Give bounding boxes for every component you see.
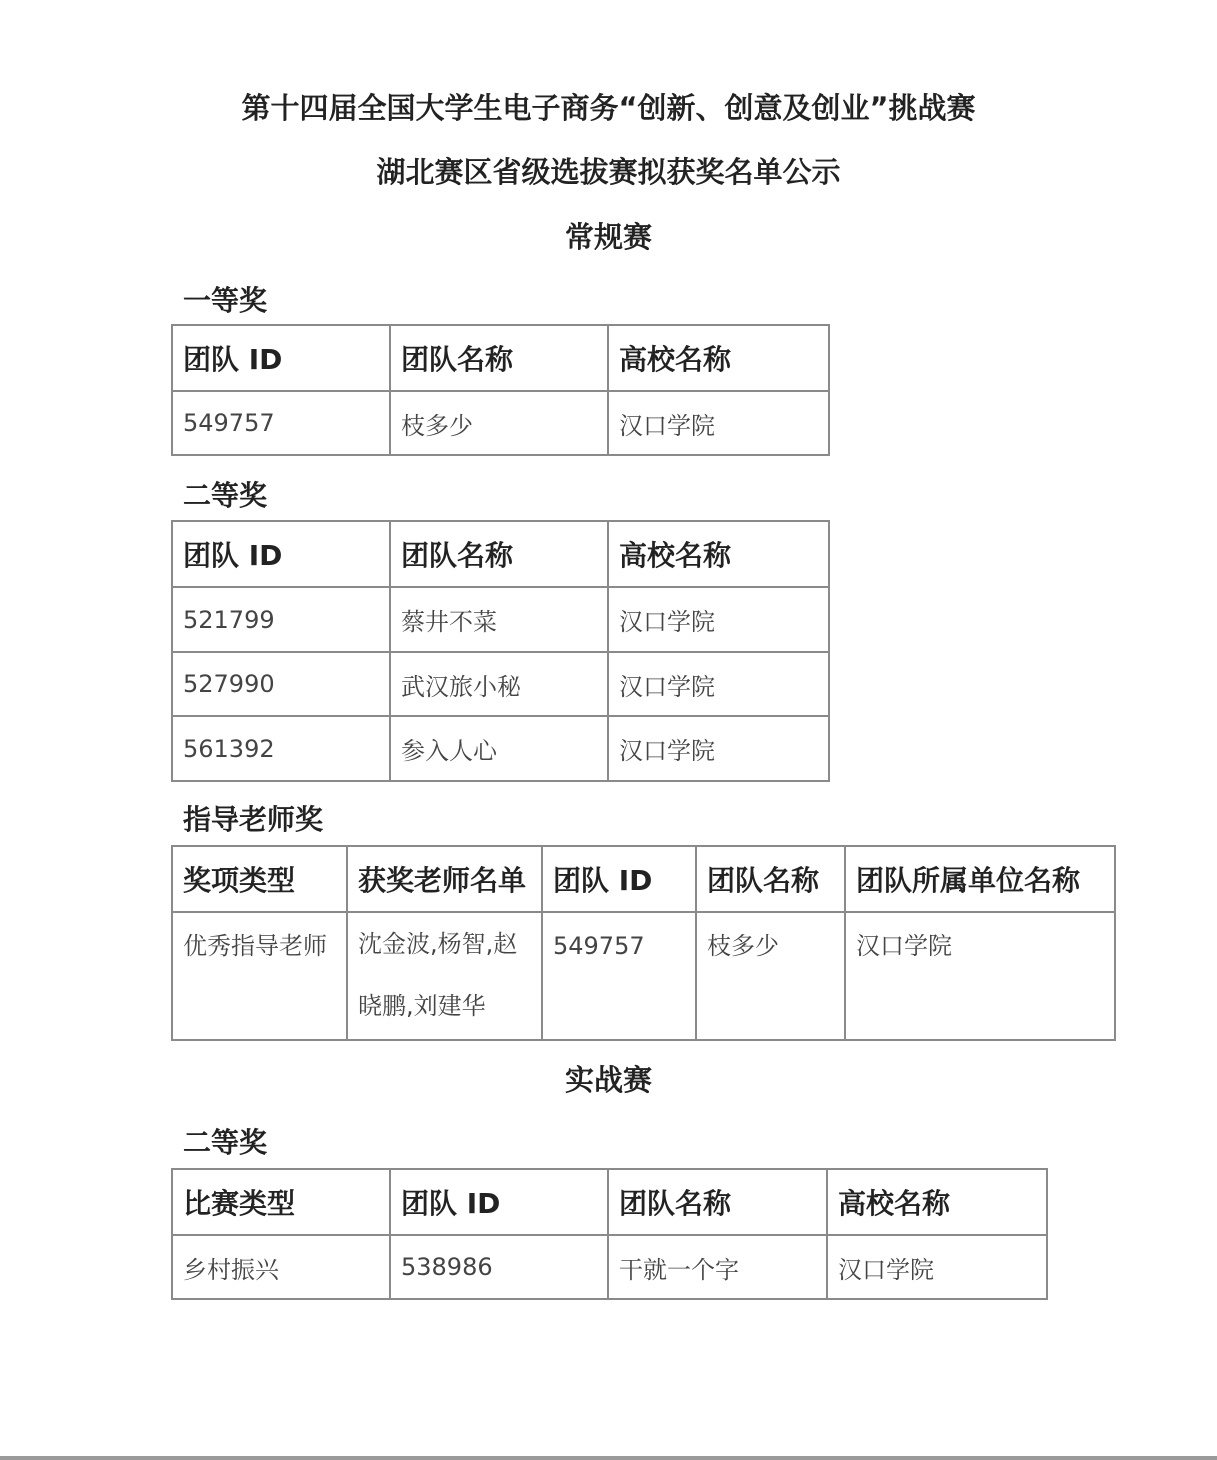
team-id-cell: 549757 (172, 391, 390, 455)
school-name-cell: 汉口学院 (608, 716, 829, 781)
practical-second-prize-heading: 二等奖 (183, 1126, 268, 1159)
school-name-cell: 汉口学院 (608, 391, 829, 455)
practical-competition-heading: 实战赛 (564, 1063, 652, 1097)
column-header: 团队所属单位名称 (845, 846, 1115, 912)
team-id-cell: 521799 (172, 587, 390, 652)
column-header: 团队 ID (172, 325, 390, 391)
table-header-row (172, 1169, 1047, 1235)
table-header-row (172, 325, 829, 391)
school-name-cell: 汉口学院 (608, 587, 829, 652)
column-header: 团队 ID (172, 521, 390, 587)
first-prize-table (171, 324, 830, 456)
institution-name-cell: 汉口学院 (845, 912, 1115, 1040)
second-prize-heading: 二等奖 (183, 479, 268, 512)
team-name-cell: 蔡井不菜 (390, 587, 608, 652)
table-row (172, 1235, 1047, 1299)
column-header: 获奖老师名单 (347, 846, 542, 912)
column-header: 团队名称 (696, 846, 845, 912)
advisor-award-table (171, 845, 1116, 1041)
team-id-cell: 538986 (390, 1235, 608, 1299)
table-header-row (172, 521, 829, 587)
regular-competition-heading: 常规赛 (564, 220, 652, 254)
page-bottom-edge (0, 1456, 1217, 1460)
team-name-cell: 武汉旅小秘 (390, 652, 608, 716)
table-header-row (172, 846, 1115, 912)
advisor-names-cell: 沈金波,杨智,赵晓鹏,刘建华 (347, 912, 542, 1040)
document-title: 第十四届全国大学生电子商务“创新、创意及创业”挑战赛 (241, 91, 976, 125)
team-name-cell: 枝多少 (696, 912, 845, 1040)
table-row (172, 391, 829, 455)
practical-second-prize-table (171, 1168, 1048, 1300)
column-header: 比赛类型 (172, 1169, 390, 1235)
advisor-award-heading: 指导老师奖 (183, 803, 324, 836)
competition-type-cell: 乡村振兴 (172, 1235, 390, 1299)
second-prize-table (171, 520, 830, 782)
team-name-cell: 参入人心 (390, 716, 608, 781)
column-header: 奖项类型 (172, 846, 347, 912)
column-header: 团队名称 (608, 1169, 827, 1235)
team-name-cell: 干就一个字 (608, 1235, 827, 1299)
team-id-cell: 549757 (542, 912, 696, 1040)
column-header: 高校名称 (608, 325, 829, 391)
column-header: 高校名称 (608, 521, 829, 587)
team-id-cell: 561392 (172, 716, 390, 781)
award-type-cell: 优秀指导老师 (172, 912, 347, 1040)
table-row (172, 652, 829, 716)
column-header: 团队名称 (390, 325, 608, 391)
table-row (172, 587, 829, 652)
first-prize-heading: 一等奖 (183, 284, 268, 317)
column-header: 团队 ID (542, 846, 696, 912)
table-row (172, 716, 829, 781)
column-header: 高校名称 (827, 1169, 1047, 1235)
school-name-cell: 汉口学院 (608, 652, 829, 716)
team-name-cell: 枝多少 (390, 391, 608, 455)
document-subtitle: 湖北赛区省级选拔赛拟获奖名单公示 (376, 155, 841, 189)
column-header: 团队 ID (390, 1169, 608, 1235)
column-header: 团队名称 (390, 521, 608, 587)
table-row (172, 912, 1115, 1040)
school-name-cell: 汉口学院 (827, 1235, 1047, 1299)
team-id-cell: 527990 (172, 652, 390, 716)
